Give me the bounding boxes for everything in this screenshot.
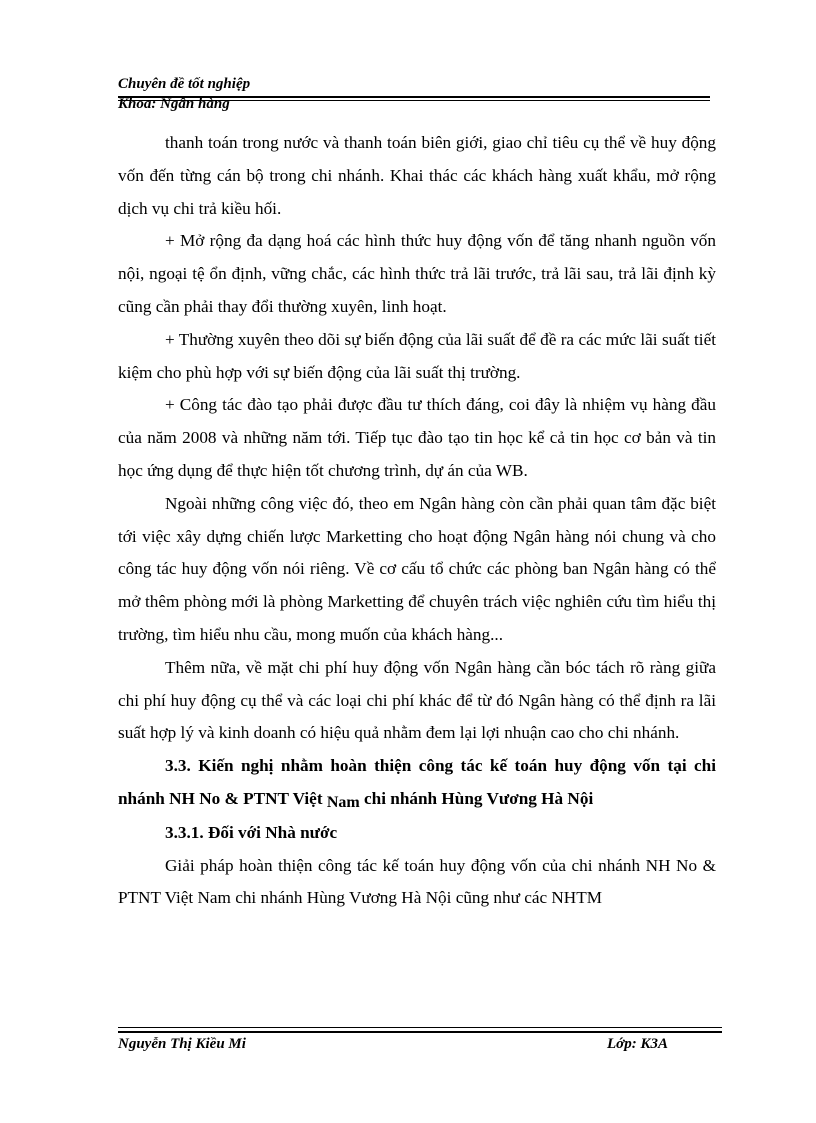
header-title: Chuyên đề tốt nghiệp xyxy=(118,76,251,92)
header-subtitle: Khoa: Ngân hàng xyxy=(118,96,230,112)
heading-text-c: chi nhánh Hùng Vương Hà Nội xyxy=(359,788,594,808)
heading-text-b: Nam xyxy=(326,793,360,811)
paragraph-5: Ngoài những công việc đó, theo em Ngân hàng còn cần phải quan tâm đặc biệt tới việc xây dựng chiến lược Marketting cho hoạt động Ngân hàng nói chung và cho công tác huy động vốn nói riêng. Về cơ cấu tổ chức các phòng ban Ngân hàng có thể mở thêm phòng mới là phòng Marketting để chuyên trách việc nghiên cứu tìm hiểu thị trường, tìm hiểu nhu cầu, mong muốn của khách hàng... xyxy=(118,493,716,644)
footer-rule-thick xyxy=(118,1031,722,1033)
paragraph-6: Thêm nữa, về mặt chi phí huy động vốn Ngân hàng cần bóc tách rõ ràng giữa chi phí huy động cụ thể và các loại chi phí khác để từ đó Ngân hàng có thể định ra lãi suất hợp lý và kinh doanh có hiệu quả nhằm đem lại lợi nhuận cao cho chi nhánh. xyxy=(118,657,716,743)
document-body xyxy=(118,127,716,915)
footer-author: Nguyễn Thị Kiều Mi xyxy=(118,1036,246,1052)
paragraph-1: thanh toán trong nước và thanh toán biên giới, giao chỉ tiêu cụ thể về huy động vốn đến từng cán bộ trong chi nhánh. Khai thác các khách hàng xuất khẩu, mở rộng dịch vụ chi trả kiều hối. xyxy=(118,133,716,218)
paragraph-3: + Thường xuyên theo dõi sự biến động của lãi suất để đề ra các mức lãi suất tiết kiệm cho phù hợp với sự biến động của lãi suất thị trường. xyxy=(118,329,716,382)
paragraph-2: + Mở rộng đa dạng hoá các hình thức huy động vốn để tăng nhanh nguồn vốn nội, ngoại tệ ổn định, vững chắc, các hình thức trả lãi trước, trả lãi sau, trả lãi định kỳ cũng cần phải thay đổi thường xuyên, linh hoạt. xyxy=(118,231,716,316)
paragraph-7: Giải pháp hoàn thiện công tác kế toán huy động vốn của chi nhánh NH No & PTNT Việt Nam chi nhánh Hùng Vương Hà Nội cũng như các NHTM xyxy=(118,855,716,908)
footer-rule-thin xyxy=(118,1027,722,1028)
heading-text-a: 3.3. Kiến nghị nhằm hoàn thiện công tác kế toán huy động vốn tại chi nhánh NH No & PTNT Việt xyxy=(118,756,716,808)
section-heading-3-3-1: 3.3.1. Đối với Nhà nước xyxy=(165,822,338,842)
paragraph-4: + Công tác đào tạo phải được đầu tư thích đáng, coi đây là nhiệm vụ hàng đầu của năm 2008 và những năm tới. Tiếp tục đào tạo tin học kể cả tin học cơ bản và tin học ứng dụng để thực hiện tốt chương trình, dự án của WB. xyxy=(118,395,716,480)
footer-class: Lớp: K3A xyxy=(607,1036,668,1052)
section-heading-3-3 xyxy=(118,750,716,817)
